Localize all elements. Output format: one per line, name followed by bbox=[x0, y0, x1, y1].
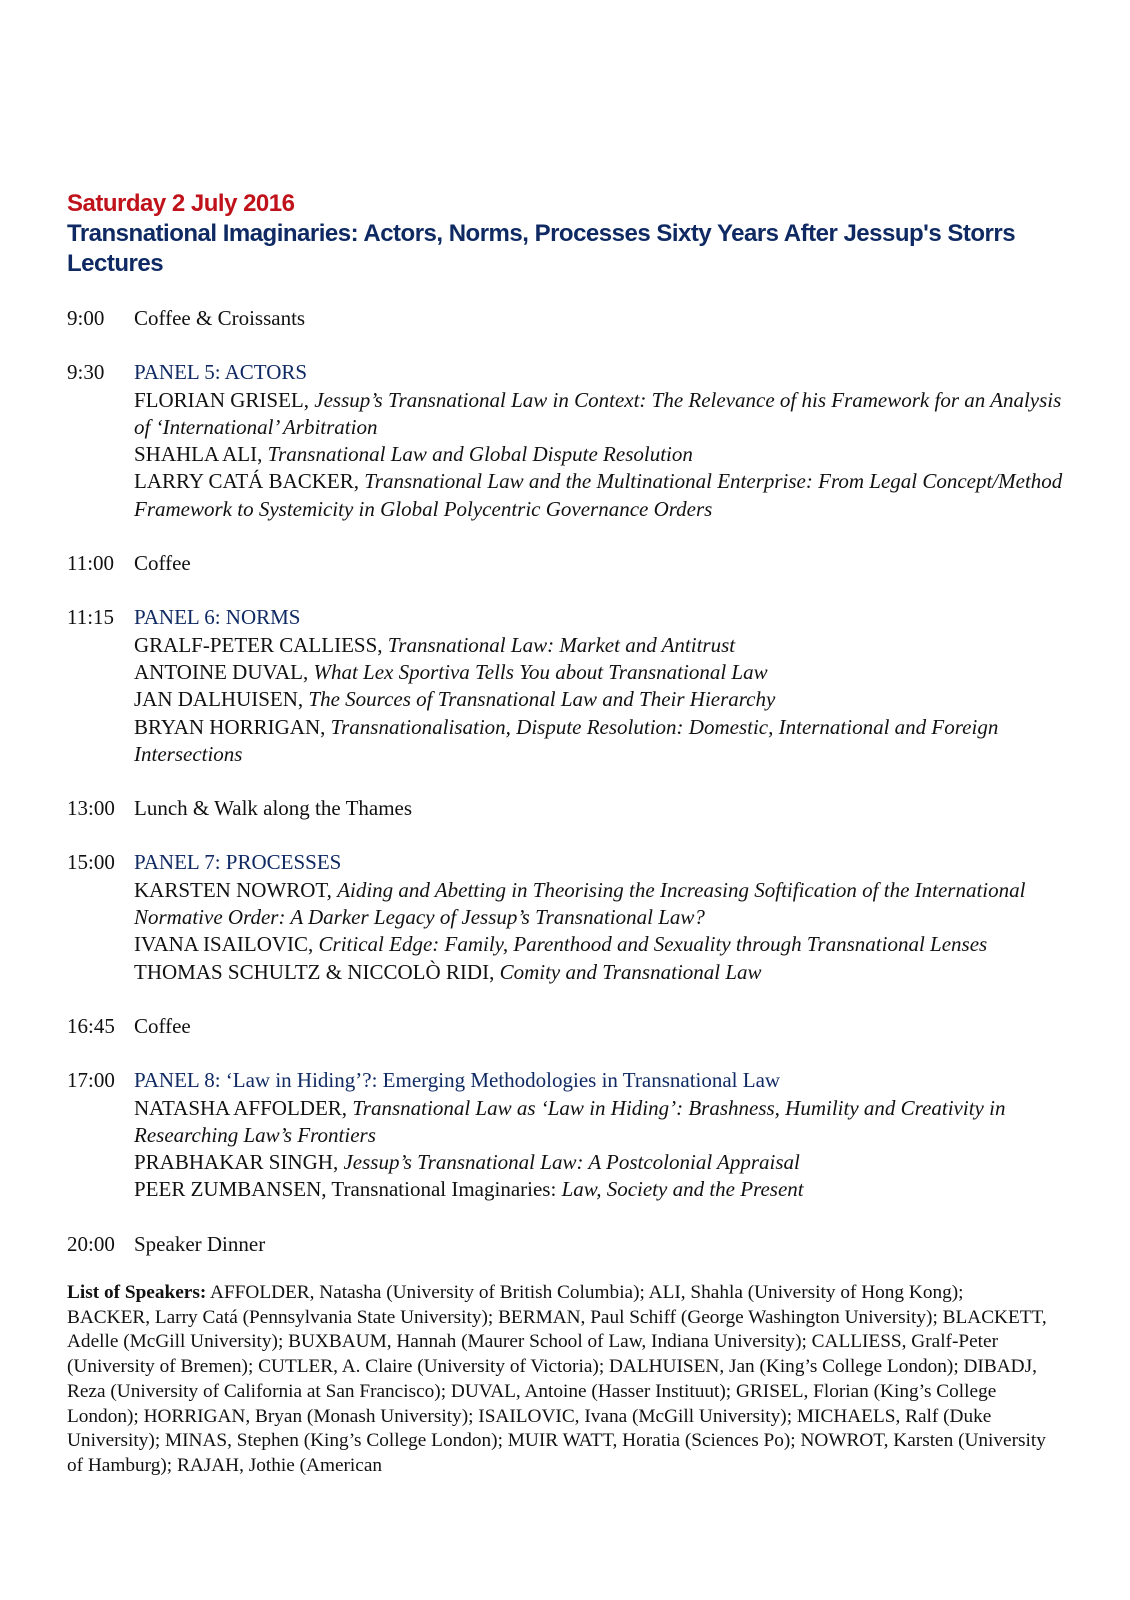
slot-label: Lunch & Walk along the Thames bbox=[134, 796, 413, 821]
day-date: Saturday 2 July 2016 bbox=[67, 190, 295, 217]
slot-time: 15:00 bbox=[67, 850, 115, 875]
slot-time: 11:15 bbox=[67, 605, 115, 630]
talk-speaker: NATASHA AFFOLDER, bbox=[134, 1095, 353, 1120]
schedule-slot bbox=[67, 1067, 1067, 1203]
talk-title: Transnational Law: Market and Antitrust bbox=[387, 632, 736, 657]
talk bbox=[134, 1176, 1067, 1203]
talk-title: Transnational Law and the Multinational Enterprise: From Legal Concept/Method Framework to Systemicity in Global Polycentric Governance Orders bbox=[134, 469, 1063, 521]
talk-title: Law, Society and the Present bbox=[561, 1177, 804, 1202]
talk-speaker: PEER ZUMBANSEN, Transnational Imaginaries: bbox=[134, 1177, 562, 1202]
panel-heading: PANEL 5: ACTORS bbox=[134, 360, 308, 385]
slot-time: 13:00 bbox=[67, 796, 115, 821]
schedule-slot bbox=[67, 849, 1067, 985]
schedule-slot bbox=[67, 359, 1067, 523]
slot-time: 9:00 bbox=[67, 306, 105, 330]
speaker-list-label: List of Speakers: bbox=[67, 1282, 207, 1303]
talk-title: Transnational Law as ‘Law in Hiding’: Brashness, Humility and Creativity in Researching Law’s Frontiers bbox=[134, 1095, 1006, 1147]
talk-speaker: GRALF-PETER CALLIESS, bbox=[134, 632, 388, 657]
schedule-slot bbox=[67, 550, 1067, 577]
talk-title: Transnational Law and Global Dispute Resolution bbox=[267, 442, 693, 467]
talk bbox=[134, 468, 1067, 523]
talk bbox=[134, 877, 1067, 932]
talk bbox=[134, 659, 1067, 686]
talk-speaker: KARSTEN NOWROT, bbox=[134, 877, 338, 902]
talk bbox=[134, 387, 1067, 442]
talk-title: What Lex Sportiva Tells You about Transnational Law bbox=[313, 659, 768, 684]
talk-title: Jessup’s Transnational Law: A Postcolonial Appraisal bbox=[343, 1150, 800, 1175]
talk-speaker: THOMAS SCHULTZ & NICCOLÒ RIDI, bbox=[134, 959, 500, 984]
slot-time: 20:00 bbox=[67, 1231, 115, 1256]
slot-label: Coffee bbox=[134, 551, 191, 576]
panel-heading: PANEL 6: NORMS bbox=[134, 605, 301, 630]
talk-title: Aiding and Abetting in Theorising the Increasing Softification of the International Normative Order: A Darker Legacy of Jessup’s Transnational Law? bbox=[134, 877, 1026, 930]
panel-heading: PANEL 8: ‘Law in Hiding’?: Emerging Methodologies in Transnational Law bbox=[134, 1068, 781, 1093]
talk-speaker: PRABHAKAR SINGH, bbox=[134, 1150, 344, 1175]
slot-label: Coffee & Croissants bbox=[134, 306, 306, 330]
slot-time: 9:30 bbox=[67, 360, 105, 385]
schedule-slot bbox=[67, 305, 1067, 332]
talk-speaker: IVANA ISAILOVIC, bbox=[134, 932, 319, 957]
talk bbox=[134, 931, 1067, 958]
talk-title: Transnationalisation, Dispute Resolution: Domestic, International and Foreign Intersections bbox=[134, 714, 999, 766]
talk-title: Comity and Transnational Law bbox=[499, 959, 762, 984]
schedule-slot bbox=[67, 1231, 1067, 1258]
talk-speaker: JAN DALHUISEN, bbox=[134, 687, 309, 712]
talk-title: Jessup’s Transnational Law in Context: The Relevance of his Framework for an Analysis of ‘International’ Arbitration bbox=[134, 387, 1062, 439]
slot-time: 16:45 bbox=[67, 1013, 115, 1038]
slot-time: 11:00 bbox=[67, 551, 115, 576]
talk-title: Critical Edge: Family, Parenthood and Sexuality through Transnational Lenses bbox=[318, 932, 988, 957]
conference-title: Transnational Imaginaries: Actors, Norms, Processes Sixty Years After Jessup's Storrs Lectures bbox=[67, 220, 1016, 277]
talk-speaker: FLORIAN GRISEL, bbox=[134, 387, 315, 412]
talk bbox=[134, 441, 1067, 468]
talk-speaker: BRYAN HORRIGAN, bbox=[134, 714, 331, 739]
slot-label: Coffee bbox=[134, 1013, 191, 1038]
schedule-slot bbox=[67, 604, 1067, 768]
speaker-list-text: AFFOLDER, Natasha (University of British Columbia); ALI, Shahla (University of Hong Kong); BACKER, Larry Catá (Pennsylvania State University); BERMAN, Paul Schiff (George Washington University); BLACKETT, Adelle (McGill University); BUXBAUM, Hannah (Maurer School of Law, Indiana University); CALLIESS, Gralf-Peter (University of Bremen); CUTLER, A. Claire (University of Victoria); DALHUISEN, Jan (King’s College London); DIBADJ, Reza (University of California at San Francisco); DUVAL, Antoine (Hasser Instituut); GRISEL, Florian (King’s College London); HORRIGAN, Bryan (Monash University); ISAILOVIC, Ivana (McGill University); MICHAELS, Ralf (Duke University); MINAS, Stephen (King’s College London); MUIR WATT, Horatia (Sciences Po); NOWROT, Karsten (University of Hamburg); RAJAH, Jothie (American bbox=[67, 1282, 1047, 1476]
slot-time: 17:00 bbox=[67, 1068, 115, 1093]
talk-speaker: ANTOINE DUVAL, bbox=[134, 659, 314, 684]
talk-title: The Sources of Transnational Law and Their Hierarchy bbox=[308, 687, 776, 712]
slot-label: Speaker Dinner bbox=[134, 1231, 266, 1256]
schedule-slot bbox=[67, 1013, 1067, 1040]
talk bbox=[134, 686, 1067, 713]
day-header bbox=[67, 189, 1027, 279]
schedule-slot bbox=[67, 795, 1067, 822]
talk bbox=[134, 959, 1067, 986]
talk bbox=[134, 714, 1067, 769]
talk bbox=[134, 1149, 1067, 1176]
talk bbox=[134, 632, 1067, 659]
talk-speaker: SHAHLA ALI, bbox=[134, 442, 268, 467]
speaker-list bbox=[67, 1281, 1047, 1479]
panel-heading: PANEL 7: PROCESSES bbox=[134, 850, 342, 875]
talk-speaker: LARRY CATÁ BACKER, bbox=[134, 469, 365, 494]
talk bbox=[134, 1095, 1067, 1150]
schedule bbox=[67, 305, 1067, 1285]
